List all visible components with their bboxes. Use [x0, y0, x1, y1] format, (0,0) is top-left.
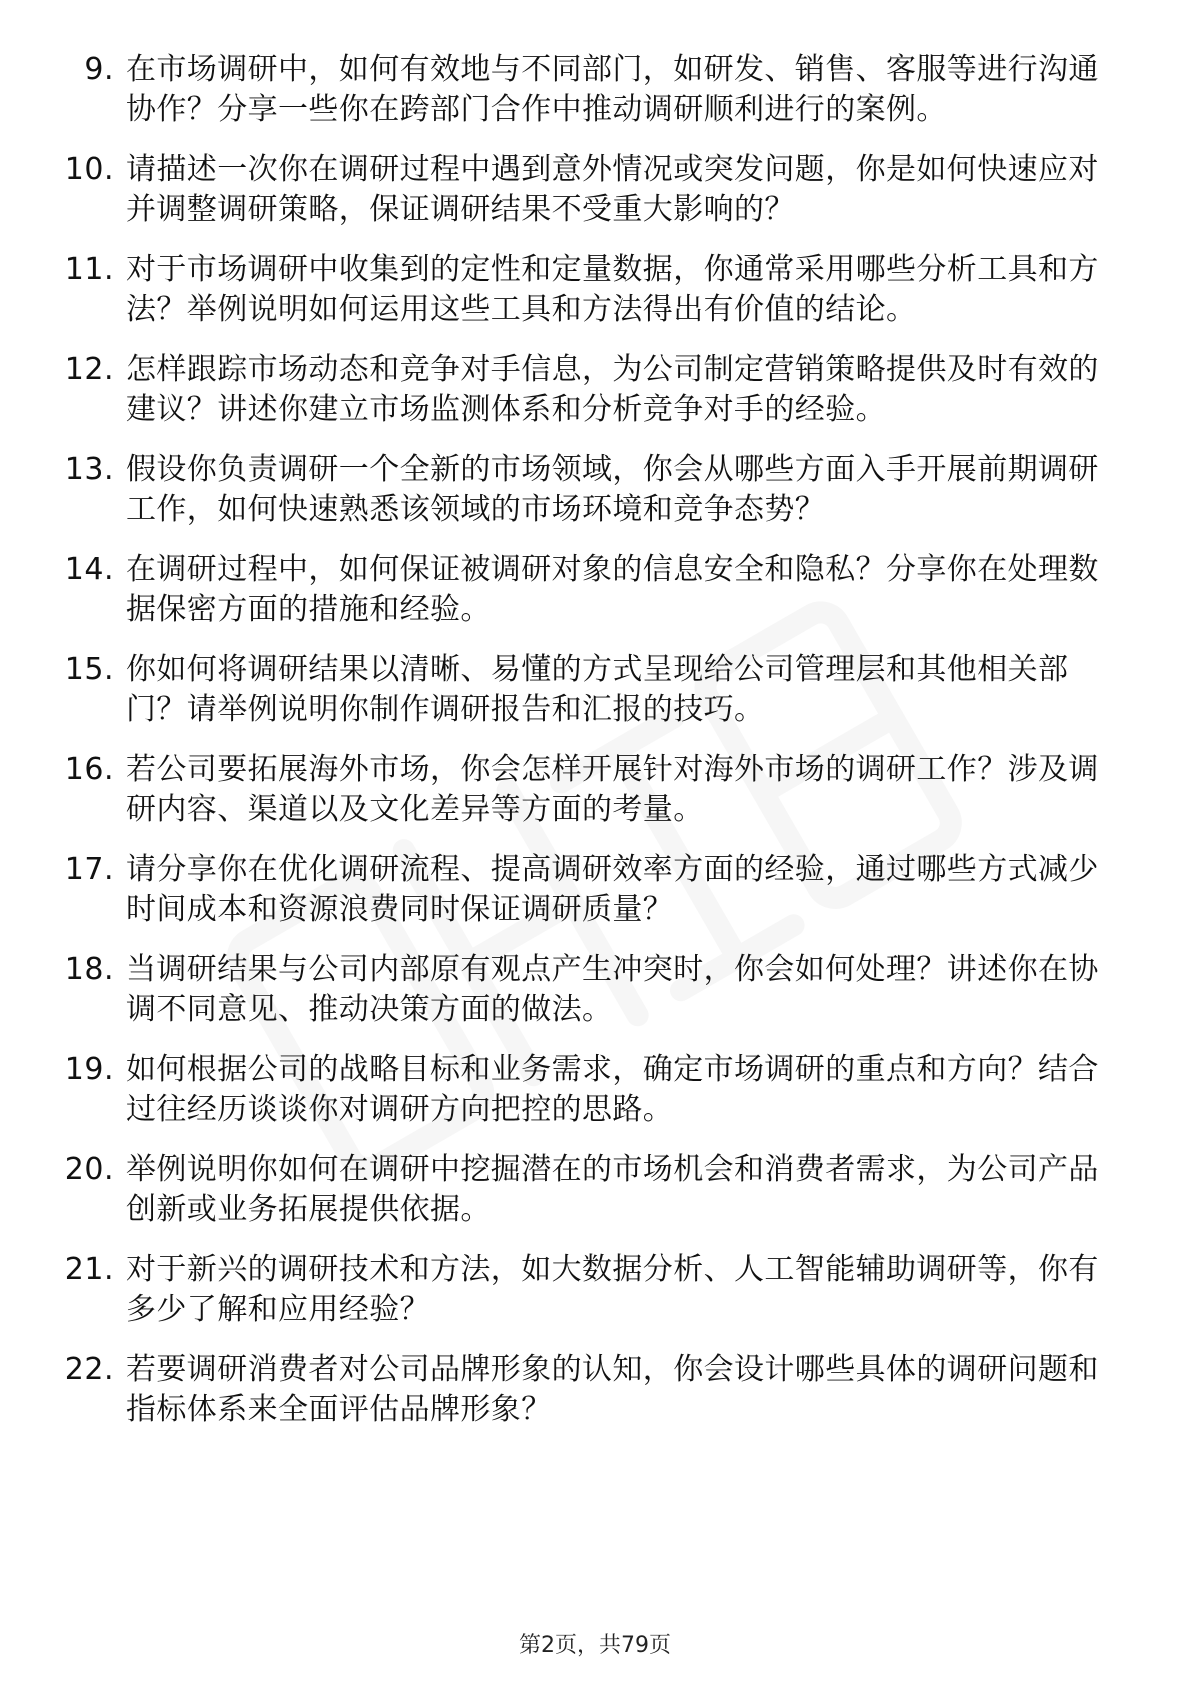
question-text: 假设你负责调研一个全新的市场领域，你会从哪些方面入手开展前期调研工作，如何快速熟悉该领域的市场环境和竞争态势？: [126, 452, 1099, 527]
question-number: 9.: [84, 52, 114, 87]
question-number: 21.: [64, 1252, 114, 1287]
question-number: 22.: [64, 1352, 114, 1387]
question-item: [56, 1350, 1116, 1430]
question-number: 18.: [64, 952, 114, 987]
question-item: [56, 450, 1116, 530]
question-text: 对于市场调研中收集到的定性和定量数据，你通常采用哪些分析工具和方法？举例说明如何运用这些工具和方法得出有价值的结论。: [126, 252, 1099, 327]
question-number: 12.: [64, 352, 114, 387]
question-text: 请描述一次你在调研过程中遇到意外情况或突发问题，你是如何快速应对并调整调研策略，保证调研结果不受重大影响的？: [126, 152, 1099, 227]
question-number: 20.: [64, 1152, 114, 1187]
question-text: 举例说明你如何在调研中挖掘潜在的市场机会和消费者需求，为公司产品创新或业务拓展提供依据。: [126, 1152, 1099, 1227]
page-number-label: 第2页，共79页: [519, 1633, 671, 1658]
question-number: 17.: [64, 852, 114, 887]
question-number: 10.: [64, 152, 114, 187]
question-number: 15.: [64, 652, 114, 687]
question-text: 对于新兴的调研技术和方法，如大数据分析、人工智能辅助调研等，你有多少了解和应用经验？: [126, 1252, 1099, 1327]
question-text: 如何根据公司的战略目标和业务需求，确定市场调研的重点和方向？结合过往经历谈谈你对调研方向把控的思路。: [126, 1052, 1099, 1127]
question-text: 在市场调研中，如何有效地与不同部门，如研发、销售、客服等进行沟通协作？分享一些你在跨部门合作中推动调研顺利进行的案例。: [126, 52, 1099, 127]
question-text: 若要调研消费者对公司品牌形象的认知，你会设计哪些具体的调研问题和指标体系来全面评估品牌形象？: [126, 1352, 1099, 1427]
question-text: 你如何将调研结果以清晰、易懂的方式呈现给公司管理层和其他相关部门？请举例说明你制作调研报告和汇报的技巧。: [126, 652, 1069, 727]
question-item: [56, 350, 1116, 430]
question-number: 19.: [64, 1052, 114, 1087]
question-item: [56, 1050, 1116, 1130]
question-text: 怎样跟踪市场动态和竞争对手信息，为公司制定营销策略提供及时有效的建议？讲述你建立市场监测体系和分析竞争对手的经验。: [126, 352, 1099, 427]
question-item: [56, 650, 1116, 730]
question-text: 当调研结果与公司内部原有观点产生冲突时，你会如何处理？讲述你在协调不同意见、推动决策方面的做法。: [126, 952, 1099, 1027]
question-item: [56, 950, 1116, 1030]
question-item: [56, 150, 1116, 230]
question-text: 在调研过程中，如何保证被调研对象的信息安全和隐私？分享你在处理数据保密方面的措施和经验。: [126, 552, 1099, 627]
question-number: 16.: [64, 752, 114, 787]
question-number: 14.: [64, 552, 114, 587]
page-footer: [0, 1632, 1190, 1660]
question-item: [56, 850, 1116, 930]
question-number: 13.: [64, 452, 114, 487]
question-text: 若公司要拓展海外市场，你会怎样开展针对海外市场的调研工作？涉及调研内容、渠道以及文化差异等方面的考量。: [126, 752, 1099, 827]
question-list: [56, 50, 1116, 1450]
question-item: [56, 1150, 1116, 1230]
question-item: [56, 250, 1116, 330]
question-item: [56, 750, 1116, 830]
question-item: [56, 550, 1116, 630]
question-item: [56, 50, 1116, 130]
question-item: [56, 1250, 1116, 1330]
question-number: 11.: [64, 252, 114, 287]
question-text: 请分享你在优化调研流程、提高调研效率方面的经验，通过哪些方式减少时间成本和资源浪费同时保证调研质量？: [126, 852, 1099, 927]
